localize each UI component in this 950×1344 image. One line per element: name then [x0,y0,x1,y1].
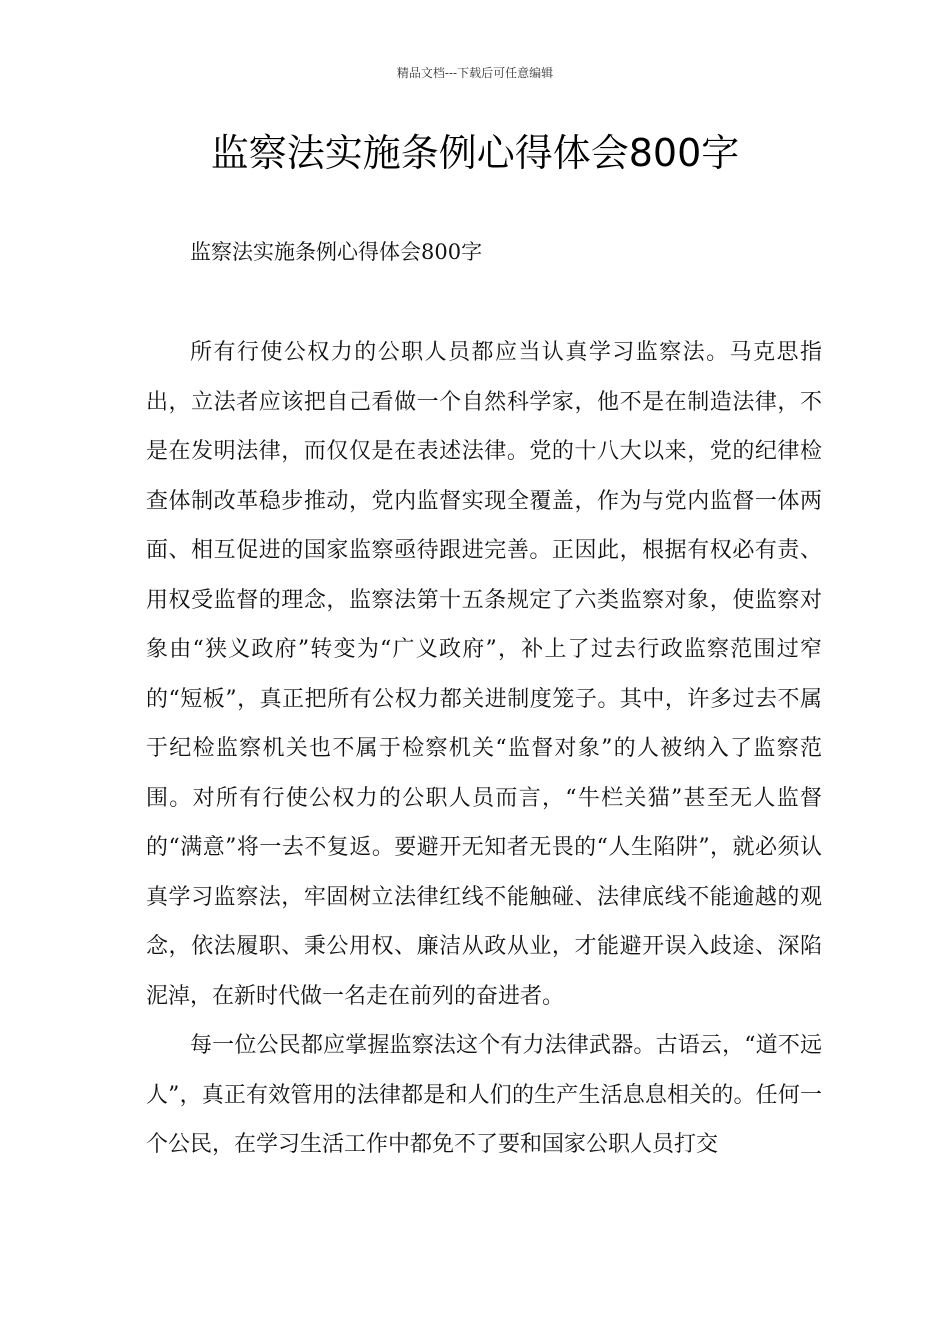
body-paragraph: 所有行使公权力的公职人员都应当认真学习监察法。马克思指出，立法者应该把自己看做一个自然科学家，他不是在制造法律，不是在发明法律，而仅仅是在表述法律。党的十八大以来，党的纪律检查体制改革稳步推动，党内监督实现全覆盖，作为与党内监督一体两面、相互促进的国家监察亟待跟进完善。正因此，根据有权必有责、用权受监督的理念，监察法第十五条规定了六类监察对象，使监察对象由“狭义政府”转变为“广义政府”，补上了过去行政监察范围过窄的“短板”，真正把所有公权力都关进制度笼子。其中，许多过去不属于纪检监察机关也不属于检察机关“监督对象”的人被纳入了监察范围。对所有行使公权力的公职人员而言，“牛栏关猫”甚至无人监督的“满意”将一去不复返。要避开无知者无畏的“人生陷阱”，就必须认真学习监察法，牢固树立法律红线不能触碰、法律底线不能逾越的观念，依法履职、秉公用权、廉洁从政从业，才能避开误入歧途、深陷泥淖，在新时代做一名走在前列的奋进者。 [146,340,822,1009]
document-subtitle: 监察法实施条例心得体会800字 [190,240,483,264]
document-title: 监察法实施条例心得体会800字 [210,131,740,175]
header-note: 精品文档---下载后可任意编辑 [396,66,554,80]
body-paragraph: 每一位公民都应掌握监察法这个有力法律武器。古语云，“道不远人”，真正有效管用的法律都是和人们的生产生活息息相关的。任何一个公民，在学习生活工作中都免不了要和国家公职人员打交 [146,1033,822,1157]
document-body [146,328,822,1170]
